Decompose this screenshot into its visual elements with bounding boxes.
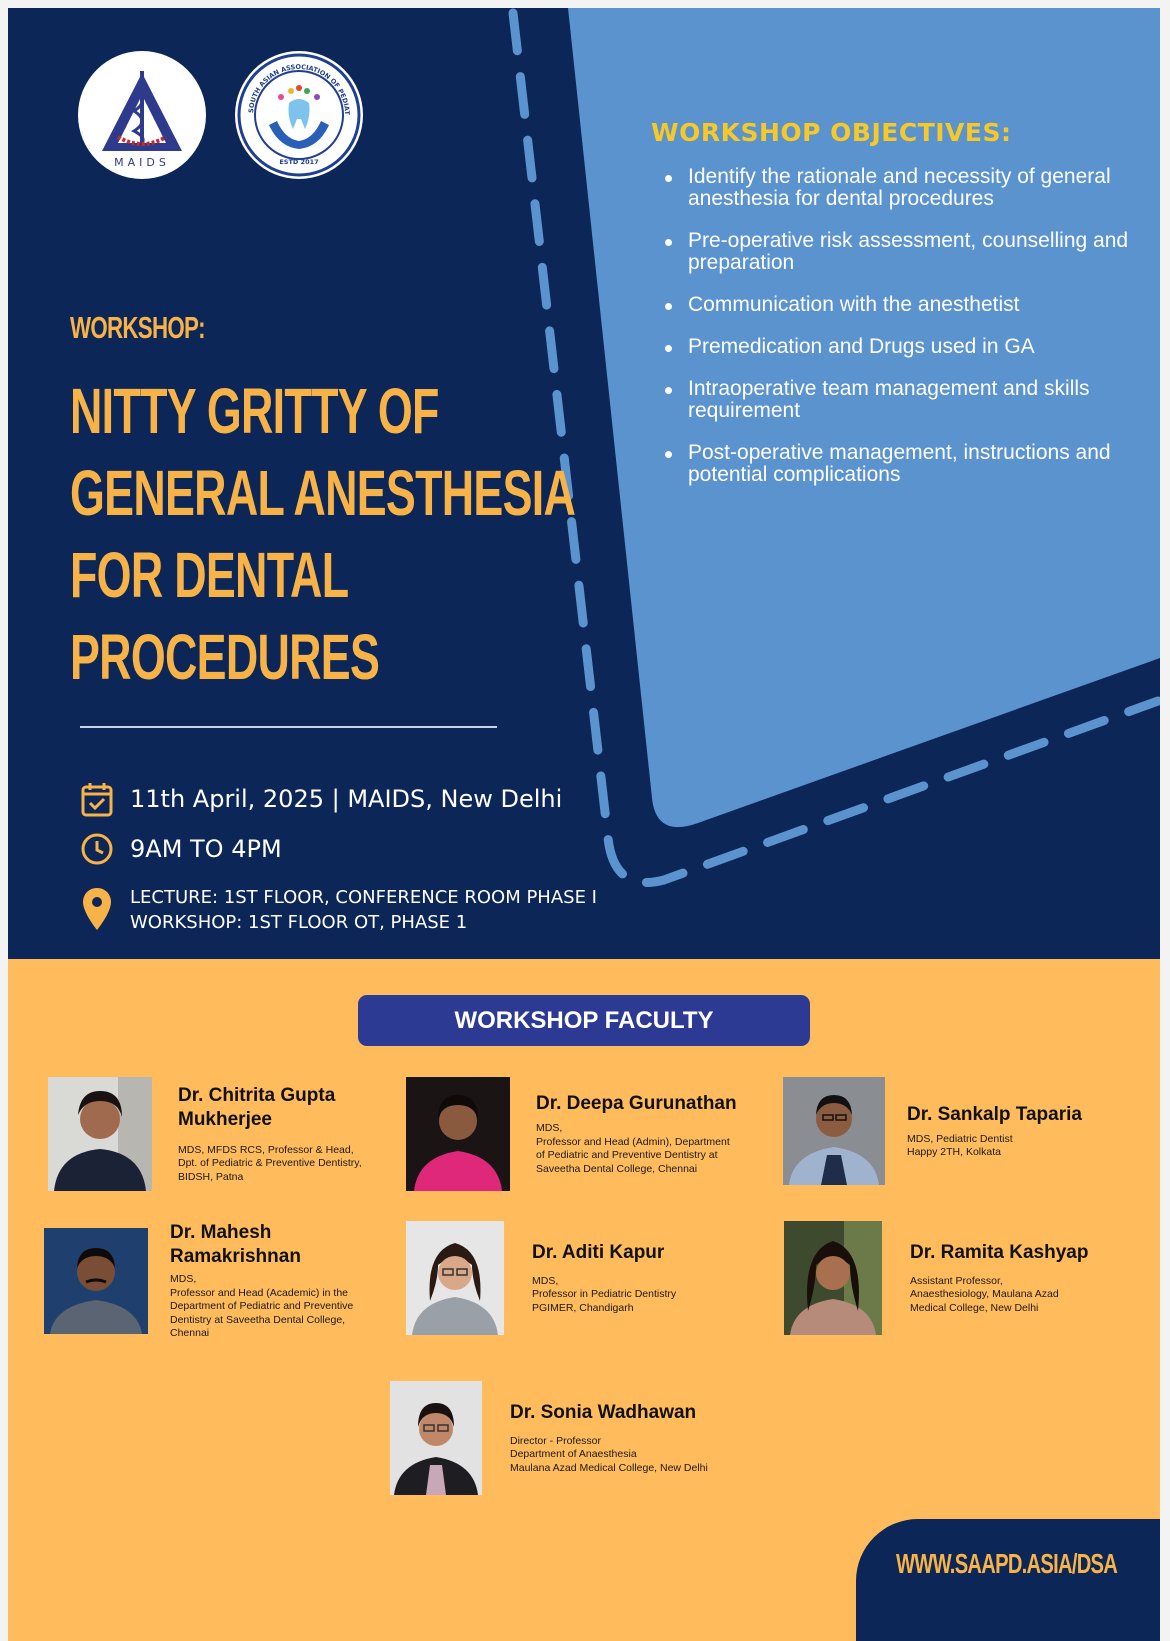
faculty-photo [406, 1221, 504, 1335]
saapd-ring-text: SOUTH ASIAN ASSOCIATION OF PEDIAT [247, 62, 352, 116]
workshop-label: WORKSHOP: [70, 310, 205, 345]
faculty-info [532, 1241, 676, 1316]
faculty-name: Dr. Mahesh [170, 1222, 272, 1243]
saapd-logo [235, 51, 363, 179]
faculty-detail-line: Department of Anaesthesia [510, 1448, 637, 1461]
title-divider [80, 726, 497, 728]
faculty-detail-line: Professor in Pediatric Dentistry [532, 1288, 677, 1301]
faculty-info [907, 1103, 1082, 1160]
venue-lecture: LECTURE: 1ST FLOOR, CONFERENCE ROOM PHASE I [130, 887, 597, 908]
title-line-4: PROCEDURES [70, 621, 380, 693]
faculty-name: Dr. Deepa Gurunathan [536, 1093, 737, 1114]
faculty-detail-line: Director - Professor [510, 1434, 602, 1447]
faculty-detail-line: BIDSH, Patna [178, 1170, 244, 1183]
faculty-name: Mukherjee [178, 1108, 272, 1130]
maids-logo [78, 51, 206, 179]
faculty-detail-line: MDS, MFDS RCS, Professor & Head, [178, 1143, 354, 1156]
faculty-detail-line: Assistant Professor, [910, 1274, 1003, 1287]
faculty-detail-line: Medical College, New Delhi [910, 1301, 1039, 1314]
faculty-name: Dr. Aditi Kapur [532, 1241, 665, 1263]
faculty-photo [390, 1381, 482, 1495]
poster [8, 8, 1160, 1641]
event-date-text: 11th April, 2025 | MAIDS, New Delhi [130, 785, 563, 813]
faculty-name: Dr. Sankalp Taparia [907, 1103, 1082, 1125]
faculty-member [44, 1221, 353, 1341]
website-tab [856, 1519, 1160, 1641]
faculty-info [178, 1084, 362, 1185]
objective-item: Identify the rationale and necessity of general anesthesia for dental procedures [666, 166, 1136, 210]
faculty-details [510, 1435, 708, 1476]
objective-item: Communication with the anesthetist [666, 294, 1136, 316]
faculty-details [910, 1275, 1088, 1316]
faculty-info [536, 1092, 737, 1176]
faculty-photo [783, 1077, 885, 1185]
event-time-row [80, 830, 282, 868]
faculty-detail-line: Maulana Azad Medical College, New Delhi [510, 1461, 708, 1474]
faculty-info [910, 1241, 1088, 1316]
faculty-details [178, 1144, 362, 1185]
faculty-details [532, 1275, 676, 1316]
faculty-detail-line: Professor and Head (Academic) in the [170, 1286, 349, 1299]
venue-text [130, 885, 597, 935]
faculty-detail-line: PGIMER, Chandigarh [532, 1301, 634, 1314]
faculty-detail-line: Department of Pediatric and Preventive [170, 1300, 354, 1312]
objective-item: Intraoperative team management and skills requirement [666, 378, 1136, 422]
faculty-detail-line: MDS, [536, 1122, 563, 1134]
objective-item: Pre-operative risk assessment, counselling and preparation [666, 230, 1136, 274]
faculty-detail-line: Dpt. of Pediatric & Preventive Dentistry, [178, 1157, 362, 1170]
faculty-name: Ramakrishnan [170, 1246, 301, 1267]
faculty-name: Dr. Ramita Kashyap [910, 1241, 1089, 1263]
faculty-member [784, 1221, 1088, 1335]
faculty-member [48, 1077, 362, 1191]
venue-workshop: WORKSHOP: 1ST FLOOR OT, PHASE 1 [130, 912, 468, 933]
faculty-member [406, 1077, 737, 1191]
faculty-detail-line: MDS, [170, 1273, 197, 1285]
faculty-detail-line: Dentistry at Saveetha Dental College, [170, 1313, 346, 1326]
clock-icon [80, 830, 114, 868]
faculty-detail-line: Happy 2TH, Kolkata [907, 1146, 1001, 1158]
title-line-2: GENERAL ANESTHESIA [70, 457, 576, 529]
objectives-heading: WORKSHOP OBJECTIVES: [651, 118, 1012, 147]
faculty-photo [48, 1077, 152, 1191]
header-section [8, 8, 1160, 959]
faculty-info [510, 1401, 708, 1476]
faculty-photo [784, 1221, 882, 1335]
website-url[interactable]: WWW.SAAPD.ASIA/DSA [896, 1548, 1118, 1579]
event-time-text: 9AM TO 4PM [130, 835, 282, 863]
faculty-details [170, 1273, 353, 1341]
faculty-member [406, 1221, 676, 1335]
maids-logo-text: MAIDS [114, 156, 170, 169]
saapd-estd-text: ESTD 2017 [279, 158, 319, 166]
faculty-info [170, 1221, 353, 1341]
title-line-3: FOR DENTAL [70, 539, 349, 611]
event-venue-row [80, 884, 597, 936]
objective-item: Post-operative management, instructions and potential complications [666, 442, 1136, 486]
faculty-detail-line: MDS, Pediatric Dentist [907, 1132, 1013, 1145]
faculty-detail-line: Professor and Head (Admin), Department [536, 1135, 730, 1148]
faculty-photo [44, 1228, 148, 1334]
faculty-heading: WORKSHOP FACULTY [358, 995, 810, 1046]
faculty-photo [406, 1077, 510, 1191]
faculty-name: Dr. Sonia Wadhawan [510, 1401, 697, 1423]
objective-item: Premedication and Drugs used in GA [666, 336, 1136, 358]
event-date-row [80, 780, 562, 818]
faculty-detail-line: of Pediatric and Preventive Dentistry at [536, 1149, 718, 1161]
objectives-list [666, 166, 1136, 506]
faculty-detail-line: MDS, [532, 1274, 559, 1287]
faculty-detail-line: Saveetha Dental College, Chennai [536, 1162, 698, 1175]
title-line-1: NITTY GRITTY OF [70, 375, 439, 447]
faculty-member [783, 1077, 1082, 1185]
faculty-detail-line: Chennai [170, 1327, 210, 1339]
faculty-name: Dr. Chitrita Gupta [178, 1084, 336, 1106]
location-pin-icon [80, 884, 114, 936]
faculty-detail-line: Anaesthesiology, Maulana Azad [910, 1288, 1059, 1301]
faculty-details [907, 1133, 1082, 1160]
faculty-details [536, 1122, 737, 1176]
faculty-member [390, 1381, 708, 1495]
calendar-check-icon [80, 780, 114, 818]
